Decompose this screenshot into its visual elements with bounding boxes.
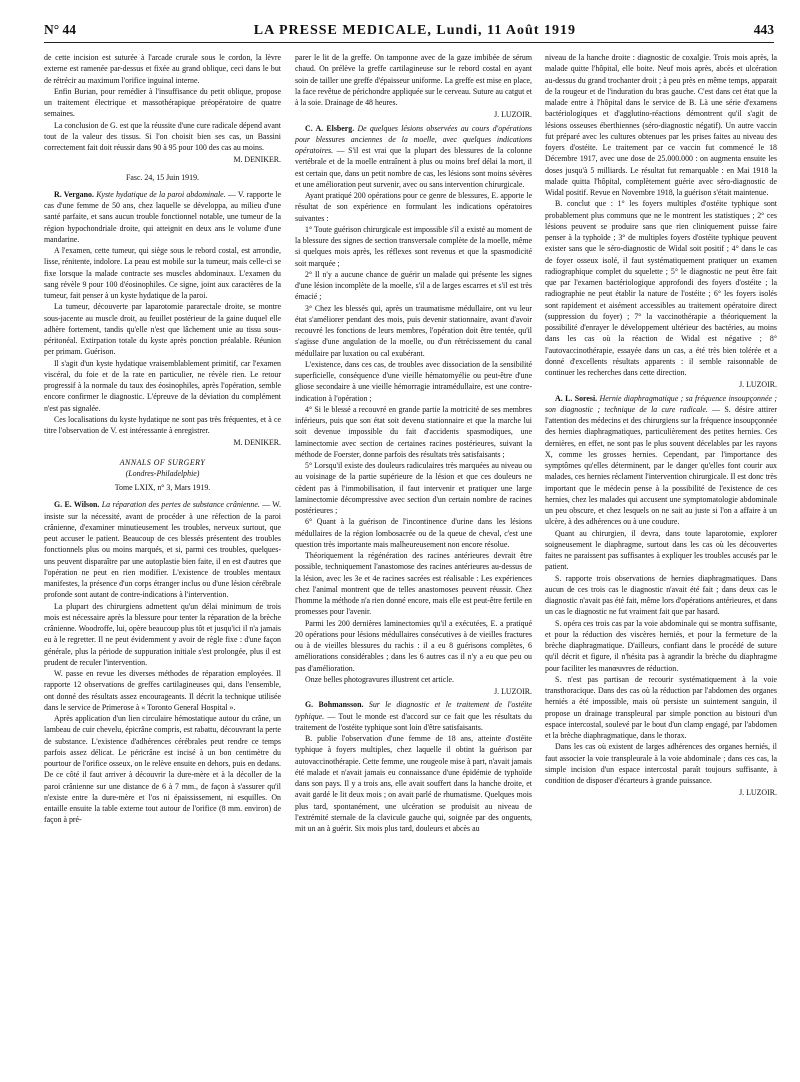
paragraph: S. n'est pas partisan de recourir systématiquement à la voie transthoracique. Dans des cas où la réduction par l'abdomen des organes herniés a été impossible, mais où persiste un suintement sanguin, il propose un drainage transpleural par simple ponction au bistouri d'un espace intercostal, soulevé par le bout d'un clamp engagé, par l'abdomen et la brèche diaphragmatique, dans le thorax. — [545, 674, 777, 740]
article-text: — S. désire attirer l'attention des médecins et des chirurgiens sur la fréquence insoupçonnée des hernies diaphragmatiques, particulièrement des petites hernies. Ces dernières, en effet, ne sont pas le plus souvent décelables par les rayons X, comme les grosses hernies. Cependant, par l'importance des symptômes qu'elles déterminent, par le danger qu'elles font courir aux malades, ces hernies réclament l'intervention chirurgicale. Il est donc très important que le médecin pense à la possibilité de l'existence de ces hernies, chez les malades qui accusent une symptomatologie abdominale un peu obscure, et chez lesquels on ne sait au juste si l'on a affaire à un ulcère, à des adhérences ou à une coudure. — [545, 404, 777, 527]
author: G. E. Wilson. — [54, 500, 100, 510]
paragraph: 6° Quant à la guérison de l'incontinence d'urine dans les lésions médullaires de la région lombosacrée ou de la queue de cheval, c'est une question très importante mais malheureusement non encore résolue. — [295, 517, 532, 549]
issue-number: N° 44 — [44, 22, 77, 37]
paragraph: Parmi les 200 dernières laminectomies qu'il a exécutées, E. a pratiqué 20 opérations pour lésions médullaires consécutives à de vieilles fractures ou à de vieilles blessures du rachis : il a eu 8 guérisons complètes, 6 améliorations considérables ; dans les 6 autres cas il n'y a eu que peu ou pas d'amélioration. — [295, 618, 532, 673]
article-elsberg — [295, 123, 532, 191]
article-text: — S'il est vrai que la plupart des blessures de la colonne vertébrale et de la moelle entraînent à plus ou moins bref délai la mort, il est certain que, dans un petit nombre de cas, les lésions sont moins sévères et une amélioration peut survenir, avec ou sans intervention chirurgicale. — [295, 146, 532, 189]
signature: J. LUZOIR. — [494, 687, 532, 696]
article-title: Sur le diagnostic et le traitement de l'ostéite typhique. — [295, 700, 532, 721]
author: R. Vergano. — [54, 189, 94, 199]
column-3 — [545, 52, 777, 801]
issue-date: Lundi, 11 Août 1919 — [436, 23, 576, 38]
paragraph: 2° Il n'y a aucune chance de guérir un malade qui présente les signes d'une lésion incomplète de la moelle, s'il a de larges escarres et s'il est très émacié ; — [295, 269, 532, 302]
author: C. A. Elsberg. — [305, 123, 355, 133]
author: G. Bohmansson. — [305, 700, 364, 710]
paragraph: de cette incision est suturée à l'arcade crurale sous le cordon, la lèvre externe est ramenée par-dessus et fixée au grand oblique, ceci dans le but de rétrécir au maximum l'orifice inguinal interne. — [44, 53, 281, 85]
paragraph: Dans les cas où existent de larges adhérences des organes herniés, il faut associer la voie transpleurale à la voie abdominale ; dans ces cas, la simple incision d'un espace intercostal paraît toujours suffisante, à condition de disposer d'écarteurs à grande puissance. — [545, 742, 777, 785]
paragraph: Il s'agit d'un kyste hydatique vraisemblablement primitif, car l'examen viscéral, du foie et de la rate en particulier, ne révèle rien. Le retour progressif à la normale du taux des éosinophiles, après l'opération, semble encore confirmer le diagnostic. L'épreuve de la déviation du complément n'est pas signalée. — [44, 358, 281, 413]
paragraph: La conclusion de G. est que la réussite d'une cure radicale dépend avant tout de la valeur des tissus. Si l'on choisit bien ses cas, un Bassini correctement fait doit réussir dans 90 à 95 pour 100 des cas au moins. — [44, 120, 281, 152]
journal-title: LA PRESSE MEDICALE, Lundi, 11 Août 1919 — [253, 23, 576, 38]
article-text: — W. insiste sur la nécessité, avant de procéder à une réfection de la paroi crânienne, d'examiner minutieusement les troubles, nerveux surtout, que peut accuser le patient. Beaucoup de ces blessés présentent des troubles fonctionnels plus ou moins marqués, et si, parmi ces troubles, quelques-uns peuvent disparaître par une autoplastie bien faite, il en est d'autres que l'opération ne peut en rien modifier. L'existence de troubles mentaux manifestes, la présence d'un corps étranger inclus ou d'une lésion cérébrale profonde sont autant de contre-indications à l'intervention. — [44, 500, 281, 600]
paragraph: 4° Si le blessé a recouvré en grande partie la motricité de ses membres inférieurs, puis que son état soit devenu stationnaire et que la marche lui soit devenue impossible du fait d'accidents spasmodiques, une laminectomie avec section de certaines racines postérieures, suivant la méthode de Foerster, donne parfois des résultats très satisfaisants ; — [295, 404, 532, 459]
paragraph: La tumeur, découverte par laparotomie pararectale droite, se montre sous-jacente au muscle droit, au feuillet postérieur de la gaine duquel elle adhère fortement, tandis qu'elle n'est que lâchement unie au tissu sous-péritonéal. Extirpation totale du kyste après ponction préalable. Réunion per primam. Guérison. — [44, 302, 281, 357]
paragraph: niveau de la hanche droite : diagnostic de coxalgie. Trois mois après, la malade quitte l'hôpital, elle boite. Neuf mois après, abcès et ulcération au-dessus du grand trochanter droit ; à peu près en même temps, apparait de la rougeur et de l'induration du bras gauche. C'est dans cet état que la malade entre à l'hôpital dans le service de B. Là une série d'examens bactériologiques et d'agglutino-réactions démontrent qu'il s'agit de lésions osseuses éberthiennes (séro-diagnostic négatif). Un autre vaccin fut préparé avec les cultures obtenues par les prises faites au niveau des foyers d'ostéite. Le traitement par ce vaccin fut commencé le 18 Décembre 1917, avec une dose de 25.000.000 : on augmenta ensuite les doses jusqu'à 5 milliards. Le résultat fut remarquable : en Mai 1918 la malade quitta l'hôpital, complètement guérie avec séro-diagnostic de Widal positif. Revue en Novembre 1918, la guérison s'était maintenue. — [545, 53, 777, 197]
signature: J. LUZOIR. — [739, 788, 777, 798]
article-vergano — [44, 189, 281, 245]
page-number: 443 — [753, 22, 774, 37]
signature: J. LUZOIR. — [739, 380, 777, 390]
paragraph: L'existence, dans ces cas, de troubles avec dissociation de la sensibilité superficielle, conséquence d'une vieille hématomyélie ou peut-être d'une gliose secondaire à une vieille hémorragie intramédullaire, est une contre-indication à l'opération ; — [295, 359, 532, 403]
paragraph: Ces localisations du kyste hydatique ne sont pas très fréquentes, et à ce titre l'observation de V. est intéressante à enregistrer. — [44, 414, 281, 435]
signature: J. LUZOIR. — [494, 110, 532, 120]
paragraph: Quant au chirurgien, il devra, dans toute laparotomie, explorer soigneusement le diaphragme, surtout dans les cas où les découvertes faites ne paraissent pas suffisantes à expliquer les troubles accusés par le patient. — [545, 528, 777, 572]
signature: M. DENIKER. — [233, 438, 281, 448]
signature: M. DENIKER. — [233, 155, 281, 165]
paragraph: B. conclut que : 1° les foyers multiples d'ostéite typhique sont probablement plus communs que ne le montrent les statistiques ; 2° ces lésions peuvent se produire sans que rien cliniquement puisse faire penser à la typhoïde ; 3° de multiples foyers d'ostéite typhique peuvent exister sans que le séro-diagnostic de Widal soit positif ; 4° dans le cas de foyer osseux isolé, il faut systématiquement pratiquer un examen radiographique complet du squelette ; 5° le diagnostic ne peut être fait que par l'examen bactériologique approfondi des foyers d'ostéite ; la radiographie ne peut établir la nature de l'ostéite ; 6° les foyers isolés sont rapidement et aisément accessibles au traitement opératoire direct (suppression du foyer) ; 7° la vaccinothérapie a théoriquement la possibilité d'enrayer le développement ultérieur des bactéries, au moins dans les cas où la réaction de Widal est négative ; 8° l'autovaccinothérapie, essayée dans un cas, a été très bien tolérée et a donné d'excellents résultats apparents : il semble raisonnable de continuer les recherches dans cette direction. — [545, 199, 777, 377]
paragraph: 5° Lorsqu'il existe des douleurs radiculaires très marquées au niveau ou au voisinage de la partie supérieure de la lésion et que ces douleurs ne cèdent pas à l'immobilisation, il faut intervenir et pratiquer une large laminectomie décompressive avec section d'un certain nombre de racines postérieures ; — [295, 461, 532, 515]
paragraph: S. opéra ces trois cas par la voie abdominale qui se montra suffisante, et pour la réduction des viscères herniés, et pour la fermeture de la brèche diaphragmatique. D'ailleurs, confiant dans le procédé de suture qu'il décrit et figure, il n'hésita pas à agrandir la brèche du diaphragme pour faciliter les manœuvres de réduction. — [545, 618, 777, 673]
journal-location: (Londres-Philadelphie) — [125, 468, 200, 478]
journal-name: LA PRESSE MEDICALE — [253, 23, 428, 38]
journal-issue: Tome LXIX, n° 3, Mars 1919. — [114, 483, 211, 492]
paragraph: Théoriquement la régénération des racines antérieures devrait être possible, techniquement l'anastomose des racines antérieures au-dessus de la lésion, avec les 3e et 4e racines sacrées est réalisable : Les expériences chez l'animal montrent que de telles anastomoses peuvent réussir. Chez l'homme la méthode n'a rien donné encore, mais elle est peut-être fertile en promesses pour l'avenir. — [295, 551, 532, 617]
paragraph: Ayant pratiqué 200 opérations pour ce genre de blessures, E. apporte le résultat de son expérience en formulant les indications opératoires suivantes : — [295, 191, 532, 223]
article-title: Hernie diaphragmatique ; sa fréquence insoupçonnée ; son diagnostic ; technique de la cure radicale. — [545, 393, 777, 414]
paragraph: 3° Chez les blessés qui, après un traumatisme médullaire, ont vu leur état s'améliorer pendant des mois, puis devenir stationnaire, avant d'avoir recouvré les fonctions de leurs membres, l'opération doit être tentée, qu'il s'agisse d'une angulation de la moelle, ou d'un rétrécissement du canal médullaire par luxation ou cal exubérant. — [295, 303, 532, 358]
paragraph: Après application d'un lien circulaire hémostatique autour du crâne, un lambeau de cuir chevelu, épicrâne compris, est rabattu, découvrant la perte de substance. L'existence d'adhérences cérébrales peut rendre ce temps parfois assez délicat. Le péricrâne est incisé à un bon centimètre du pourtour de l'orifice osseux, on le relève ensuite en dehors, puis en dedans. De ce côté il faut arriver à découvrir la dure-mère et à la décoller de la paroi crânienne sur une distance de 6 à 7 mm., de façon à s'assurer qu'il n'existe entre la dure-mère et l'os ni épaississement, ni esquilles. On entaille ensuite la table externe tout autour de l'orifice (8 mm. environ) de façon à pré- — [44, 714, 281, 825]
paragraph: La plupart des chirurgiens admettent qu'un délai minimum de trois mois est nécessaire après la blessure pour tenter la réparation de la brèche crânienne. Woodroffe, lui, opère beaucoup plus tôt et jusqu'ici il n'a jamais eu à le regretter. Il ne peut évidemment y avoir de règle fixe : d'une façon générale, plus la période de suppuration initiale s'est prolongée, plus il est prudent de reculer l'intervention. — [44, 601, 281, 667]
journal-heading: ANNALS OF SURGERY — [119, 457, 206, 467]
article-text: — V. rapporte le cas d'une femme de 50 ans, chez laquelle se développa, au milieu d'une santé parfaite, et sans aucun trouble fonctionnel notable, une tumeur de la région hypochondriale droite, qui atteignit en deux ans le volume d'une mandarine. — [44, 189, 281, 244]
page-header — [44, 22, 774, 40]
column-1 — [44, 52, 281, 826]
header-rule — [44, 42, 774, 43]
paragraph: S. rapporte trois observations de hernies diaphragmatiques. Dans aucun de ces trois cas le diagnostic n'avait été fait ; dans deux cas le diagnostic n'avait pas été fait, même lors d'opérations antérieures, et dans un cas le diagnostic ne fut vraiment fait que par hasard. — [545, 573, 777, 617]
paragraph: parer le lit de la greffe. On tamponne avec de la gaze imbibée de sérum chaud. On prélève la greffe cartilagineuse sur le rebord costal en ayant soin de tailler une greffe d'épaisseur uniforme. La greffe est mise en place, la face revêtue de périchondre appliquée sur le cerveau. Suture au catgut et à la soie. Drainage de 48 heures. — [295, 53, 532, 107]
paragraph: 1° Toute guérison chirurgicale est impossible s'il a existé au moment de la blessure des signes de section transversale complète de la moelle, même si quelques mois après, les réflexes sont revenus et que la spasmodicité soit marquée ; — [295, 224, 532, 268]
article-title: De quelques lésions observées au cours d'opérations pour blessures anciennes de la moelle, avec quelques indications opératoires. — [295, 123, 532, 155]
paragraph: B. publie l'observation d'une femme de 18 ans, atteinte d'ostéite typhique à foyers multiples, chez laquelle il obtint la guérison par autovaccinothérapie. Cette femme, une rougeole mise à part, n'avait jamais été malade et n'avait jamais eu connaissance d'une épidémie de typhoïde dans son pays. Il y a trois ans, elle avait souffert dans la hanche droite, et avait gardé le lit deux mois ; on avait parlé de rhumatisme. Quelques mois plus tard, spontanément, une ulcération se produisit au niveau de l'extrémité sternale de la clavicule gauche qui, soignée par des onguents, mit un an à guérir. Six mois plus tard, douleurs et abcès au — [295, 734, 532, 833]
paragraph: A l'examen, cette tumeur, qui siège sous le rebord costal, est arrondie, lisse, rénitente, indolore. La peau est mobile sur la tumeur, mais celle-ci se fixe lorsque la malade contracte ses muscles abdominaux. L'examen du sang révèle 9 pour 100 d'éosinophiles. Ce signe, joint aux caractères de la tumeur, fait penser à un kyste hydatique de la paroi. — [44, 246, 281, 300]
article-bohmansson — [295, 699, 532, 733]
fascicle-date: Fasc. 24, 15 Juin 1919. — [126, 172, 199, 182]
author: A. L. Soresi. — [555, 393, 598, 403]
article-soresi — [545, 393, 777, 528]
paragraph: W. passe en revue les diverses méthodes de réparation employées. Il rapporte 12 observations de greffes cartilagineuses qui, dans l'ensemble, ont donné des résultats assez encourageants. Il décrit la technique utilisée dans le service de Primerose à « Toronto General Hospital ». — [44, 669, 281, 712]
article-wilson — [44, 499, 281, 600]
article-text: — Tout le monde est d'accord sur ce fait que les résultats du traitement de l'ostéite typhique sont loin d'être satisfaisants. — [295, 711, 532, 732]
article-title: La réparation des pertes de substance crânienne. — [101, 500, 260, 510]
paragraph: Enfin Burian, pour remédier à l'insuffisance du petit oblique, propose un traitement électrique et massothérapique préopératoire de quatre semaines. — [44, 86, 281, 119]
article-title: Kyste hydatique de la paroi abdominale. — [96, 189, 226, 199]
column-2 — [295, 52, 532, 834]
paragraph: Onze belles photogravures illustrent cet article. — [305, 674, 454, 684]
